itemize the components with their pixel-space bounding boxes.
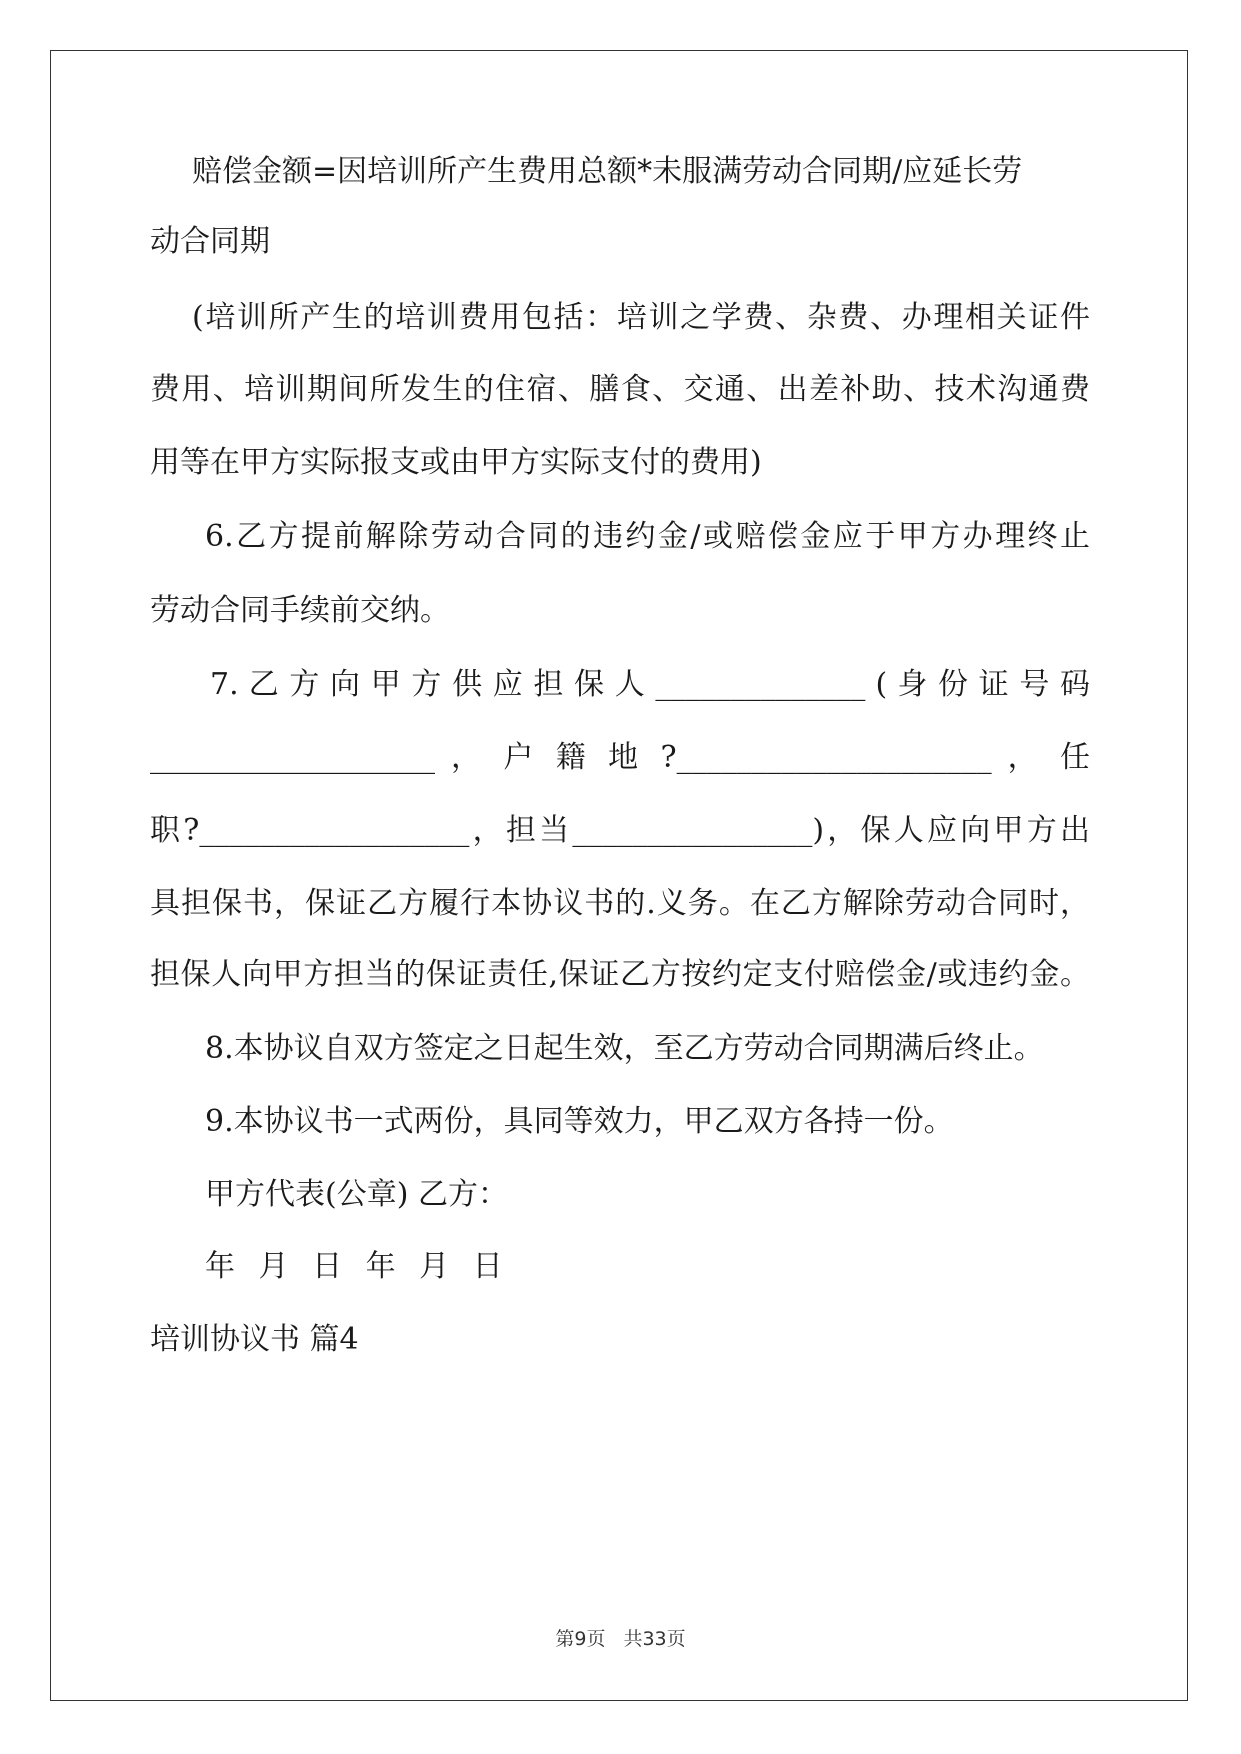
text-line: (培训所产生的培训费用包括：培训之学费、杂费、办理相关证件	[192, 300, 1090, 335]
text-line: 动合同期	[150, 224, 270, 259]
section-heading: 培训协议书 篇4	[150, 1322, 359, 1357]
text-line: 职?__________________，担当________________)，保人应向甲方出	[150, 813, 1090, 848]
page-footer	[0, 1627, 1241, 1651]
signature-line: 甲方代表(公章) 乙方：	[205, 1177, 508, 1212]
text-line: 赔偿金额=因培训所产生费用总额*未服满劳动合同期/应延长劳	[192, 154, 1023, 189]
text-line: 用等在甲方实际报支或由甲方实际支付的费用)	[150, 445, 762, 480]
text-line: 劳动合同手续前交纳。	[150, 593, 450, 628]
total-pages-label: 共33页	[623, 1628, 686, 1650]
text-line: 担保人向甲方担当的保证责任,保证乙方按约定支付赔偿金/或违约金。	[150, 957, 1090, 992]
current-page-label: 第9页	[555, 1628, 606, 1650]
date-line: 年 月 日 年 月 日	[205, 1249, 503, 1284]
text-line: 费用、培训期间所发生的住宿、膳食、交通、出差补助、技术沟通费	[150, 372, 1090, 407]
text-line: 9.本协议书一式两份，具同等效力，甲乙双方各持一份。	[205, 1104, 954, 1139]
text-line: 7. 乙 方 向 甲 方 供 应 担 保 人 ______________ ( 身 份 证 号 码	[210, 667, 1090, 702]
text-line: 具担保书，保证乙方履行本协议书的.义务。在乙方解除劳动合同时，	[150, 886, 1090, 921]
text-line: 6.乙方提前解除劳动合同的违约金/或赔偿金应于甲方办理终止	[205, 519, 1090, 554]
text-line: ___________________ ， 户 籍 地 ?_____________________ ， 任	[150, 740, 1090, 775]
text-line: 8.本协议自双方签定之日起生效，至乙方劳动合同期满后终止。	[205, 1031, 1044, 1066]
